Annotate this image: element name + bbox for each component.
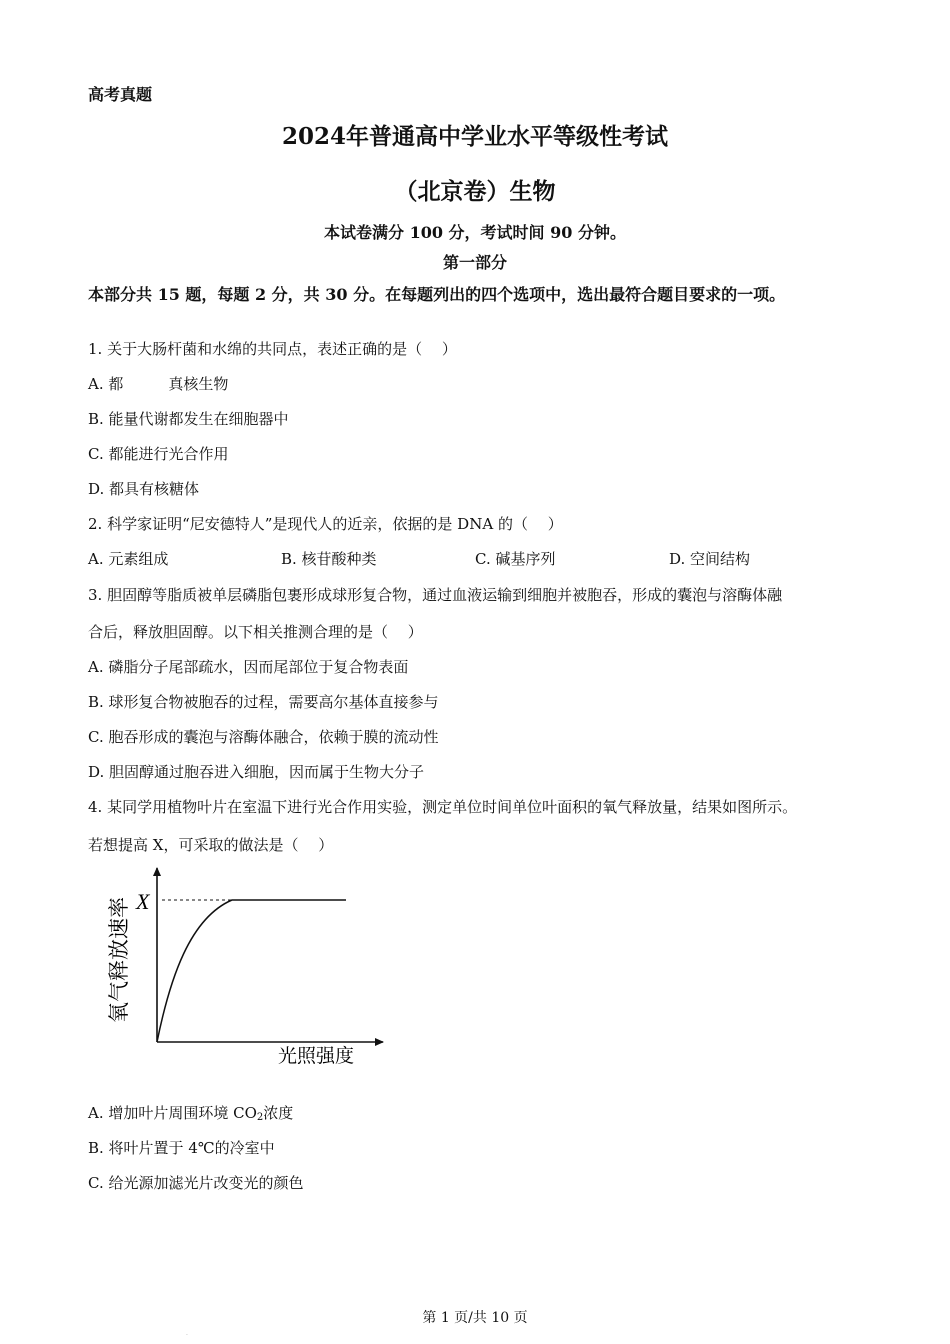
question-1-option-b: B. 能量代谢都发生在细胞器中 (88, 410, 289, 428)
exam-subtitle: （北京卷）生物 (394, 178, 556, 205)
question-3-option-d: D. 胆固醇通过胞吞进入细胞，因而属于生物大分子 (88, 763, 425, 781)
question-2-stem: 2. 科学家证明“尼安德特人”是现代人的近亲，依据的是 DNA 的（ ） (88, 515, 563, 533)
question-3-stem-line1: 3. 胆固醇等脂质被单层磷脂包裹形成球形复合物，通过血液运输到细胞并被胞吞，形成的囊泡与溶酶体融 (88, 586, 783, 604)
exam-info: 本试卷满分 100 分，考试时间 90 分钟。 (324, 223, 626, 242)
oxygen-release-chart (100, 858, 400, 1073)
page-footer: 第 1 页/共 10 页 (422, 1310, 528, 1326)
part-instruction: 本部分共 15 题，每题 2 分，共 30 分。在每题列出的四个选项中，选出最符合题目要求的一项。 (88, 285, 786, 304)
question-3-option-a: A. 磷脂分子尾部疏水，因而尾部位于复合物表面 (88, 658, 409, 676)
y-axis-label: 氧气释放速率 (107, 897, 131, 1023)
question-4-stem-line1: 4. 某同学用植物叶片在室温下进行光合作用实验，测定单位时间单位叶面积的氧气释放量，结果如图所示。 (88, 798, 798, 816)
saturation-curve (157, 900, 346, 1042)
question-2-option-a: A. 元素组成 (88, 550, 169, 568)
question-2-option-b: B. 核苷酸种类 (281, 550, 377, 568)
question-1-stem: 1. 关于大肠杆菌和水绵的共同点，表述正确的是（ ） (88, 340, 457, 358)
plateau-label: X (136, 889, 150, 914)
question-4-option-c: C. 给光源加滤光片改变光的颜色 (88, 1174, 304, 1192)
question-4-stem-line2: 若想提高 X，可采取的做法是（ ） (88, 836, 334, 854)
x-axis-label: 光照强度 (278, 1045, 355, 1067)
header-tag: 高考真题 (88, 85, 153, 104)
question-3-option-c: C. 胞吞形成的囊泡与溶酶体融合，依赖于膜的流动性 (88, 728, 439, 746)
question-4-option-b: B. 将叶片置于 4℃的冷室中 (88, 1139, 275, 1157)
question-2-option-c: C. 碱基序列 (475, 550, 556, 568)
question-3-option-b: B. 球形复合物被胞吞的过程，需要高尔基体直接参与 (88, 693, 439, 711)
question-1-option-d: D. 都具有核糖体 (88, 480, 200, 498)
question-4-option-a: A. 增加叶片周围环境 $CO_2$浓度 (88, 1104, 294, 1123)
exam-title: 2024年普通高中学业水平等级性考试 (281, 123, 668, 150)
part-title: 第一部分 (442, 253, 507, 272)
question-2-options (88, 548, 868, 568)
question-1-option-c: C. 都能进行光合作用 (88, 445, 229, 463)
question-3-stem-line2: 合后，释放胆固醇。以下相关推测合理的是（ ） (88, 623, 423, 641)
question-1-option-a: A. 都 真核生物 (88, 375, 229, 393)
scan-dot: . (186, 1330, 188, 1337)
question-2-option-d: D. 空间结构 (669, 550, 751, 568)
